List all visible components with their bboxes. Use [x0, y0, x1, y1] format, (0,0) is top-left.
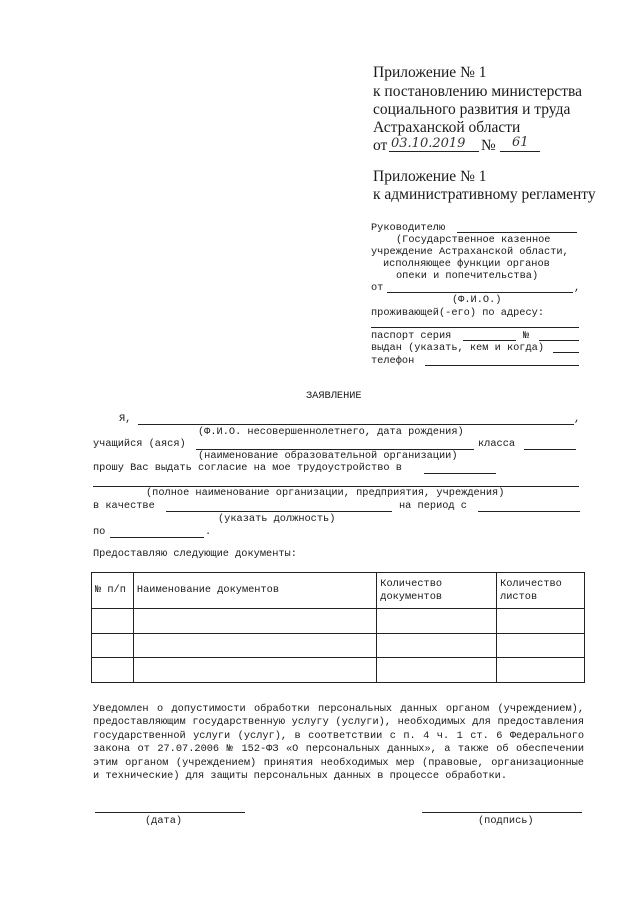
to-label: по — [93, 526, 106, 538]
documents-table — [91, 572, 585, 683]
table-cell[interactable] — [133, 658, 376, 683]
address-underline — [371, 327, 579, 328]
request-text: прошу Вас выдать согласие на мое трудоустройство в — [93, 462, 402, 474]
table-cell[interactable] — [133, 634, 376, 658]
date-underline — [389, 151, 479, 152]
from-label: от — [373, 137, 388, 154]
org-hint: опеки и попечительства) — [396, 270, 539, 282]
org-hint: (полное наименование организации, предприятия, учреждения) — [146, 487, 505, 499]
as-label: в качестве — [93, 500, 155, 512]
date-signature-line — [95, 812, 245, 813]
period-from-underline — [478, 511, 580, 512]
handwritten-date: 03.10.2019 — [391, 136, 466, 151]
passport-label: паспорт серия — [371, 330, 452, 342]
from-label: от — [371, 282, 384, 294]
number-label: № — [481, 137, 496, 154]
fio-underline — [138, 424, 574, 425]
consent-paragraph: Уведомлен о допустимости обработки персональных данных органом (учреждением), предоставляющим государственную услугу (услуги), необходимых для предоставления государственной услуги (услуг), в соответствии с п. 4 ч. 1 ст. 6 Федерального закона от 27.07.2006 № 152-ФЗ «О персональных данных», а также об обеспечении этим органом (учреждением) принятия необходимых мер (правовые, организационные и технические) для защиты персональных данных в процессе обработки. — [93, 703, 584, 783]
phone-label: телефон — [371, 355, 415, 367]
fio-hint: (Ф.И.О.) — [452, 294, 502, 306]
signature-hint: (подпись) — [478, 815, 534, 827]
passport-series-underline — [463, 340, 516, 341]
table-cell[interactable] — [497, 634, 585, 658]
comma: , — [574, 413, 581, 425]
handwritten-number: 61 — [512, 135, 529, 150]
column-header: Наименование документов — [133, 573, 376, 609]
number-underline — [500, 151, 540, 152]
org-hint: учреждение Астраханской области, — [371, 246, 569, 258]
column-header: Количество документов — [377, 573, 497, 609]
column-header: № п/п — [92, 573, 134, 609]
appendix-line: Астраханской области — [373, 119, 521, 136]
table-cell[interactable] — [377, 634, 497, 658]
appendix-line: к постановлению министерства — [373, 83, 583, 100]
table-cell[interactable] — [92, 658, 134, 683]
class-underline — [524, 449, 576, 450]
position-underline — [166, 511, 392, 512]
table-row — [92, 609, 585, 634]
document-title: ЗАЯВЛЕНИЕ — [306, 390, 362, 402]
appendix-title: Приложение № 1 — [373, 168, 487, 185]
documents-intro: Предоставляю следующие документы: — [93, 548, 297, 560]
student-label: учащийся (аяся) — [93, 438, 186, 450]
signature-line — [422, 812, 582, 813]
position-hint: (указать должность) — [218, 513, 336, 525]
table-row — [92, 658, 585, 683]
head-underline — [457, 232, 577, 233]
appendix-title: Приложение № 1 — [373, 64, 487, 81]
org-hint: исполняющее функции органов — [383, 258, 550, 270]
table-header-row — [92, 573, 585, 609]
table-cell[interactable] — [133, 609, 376, 634]
table-cell[interactable] — [377, 609, 497, 634]
class-label: класса — [478, 438, 516, 450]
appendix-line: социального развития и труда — [373, 101, 571, 118]
dot: . — [205, 526, 212, 538]
table-cell[interactable] — [497, 658, 585, 683]
comma: , — [574, 282, 581, 294]
period-label: на период с — [399, 500, 467, 512]
fio-hint: (Ф.И.О. несовершеннолетнего, дата рождения) — [198, 426, 464, 438]
passport-number-underline — [539, 340, 579, 341]
table-cell[interactable] — [92, 634, 134, 658]
date-hint: (дата) — [145, 815, 183, 827]
school-hint: (наименование образовательной организации) — [198, 450, 458, 462]
passport-number-label: № — [523, 330, 530, 342]
column-header: Количество листов — [497, 573, 585, 609]
from-underline — [387, 292, 573, 293]
org-hint: (Государственное казенное — [396, 234, 551, 246]
employer-underline — [424, 473, 496, 474]
appendix-line: к административному регламенту — [373, 186, 596, 203]
head-label: Руководителю — [371, 222, 446, 234]
phone-underline — [425, 365, 579, 366]
issued-label: выдан (указать, кем и когда) — [371, 342, 545, 354]
i-label: Я, — [119, 413, 132, 425]
table-row — [92, 634, 585, 658]
period-to-underline — [110, 537, 204, 538]
table-cell[interactable] — [92, 609, 134, 634]
issued-underline — [553, 352, 579, 353]
table-cell[interactable] — [377, 658, 497, 683]
table-cell[interactable] — [497, 609, 585, 634]
address-label: проживающей(-его) по адресу: — [371, 307, 545, 319]
